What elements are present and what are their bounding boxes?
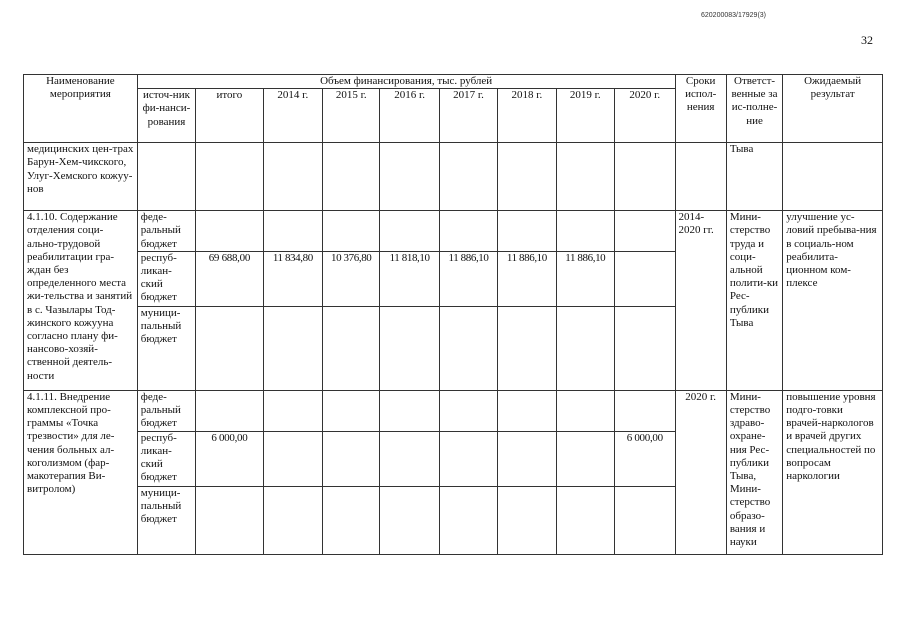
- cell-empty: [196, 390, 263, 431]
- page-number: 32: [861, 33, 873, 47]
- cell-empty: [498, 211, 556, 252]
- header-year-2020: 2020 г.: [614, 89, 675, 143]
- item-4-1-11-2020: 6 000,00: [614, 431, 675, 486]
- item-4-1-10-2015: 10 376,80: [323, 251, 380, 306]
- header-year-2018: 2018 г.: [498, 89, 556, 143]
- item-4-1-10-source-republic: респуб-ликан-ский бюджет: [137, 251, 195, 306]
- cell-empty: [498, 486, 556, 554]
- cell-empty: [380, 390, 439, 431]
- item-4-1-11-result: повышение уровня подго-товки врачей-наркологов и врачей других специальностей по вопросам наркологии: [783, 390, 883, 554]
- item-4-1-11-source-municipal: муници-пальный бюджет: [137, 486, 195, 554]
- cell-empty: [556, 306, 614, 390]
- cell-empty: [323, 486, 380, 554]
- cell-empty: [439, 390, 497, 431]
- item-4-1-10-name: 4.1.10. Содержание отделения соци-ально-трудовой реабилитации гра-ждан без определенного места жи-тельства и занятий в с. Чазылары Тод-жинского кожууна согласно плану фи-нансово-хозяй-ственной деятель-ности: [24, 211, 138, 391]
- header-term: Сроки испол-нения: [675, 75, 726, 143]
- cell-empty: [263, 486, 322, 554]
- item-4-1-11-federal-row: [24, 390, 883, 431]
- cell-empty: [614, 306, 675, 390]
- item-4-1-10-total: 69 688,00: [196, 251, 263, 306]
- cell-empty: [137, 143, 195, 211]
- item-4-1-10-result: улучшение ус-ловий пребыва-ния в социаль-ном реабилита-ционном ком-плексе: [783, 211, 883, 391]
- cell-empty: [196, 143, 263, 211]
- funding-table: [23, 74, 883, 555]
- cell-empty: [263, 431, 322, 486]
- item-4-1-11-name: 4.1.11. Внедрение комплексной про-граммы «Точка трезвости» для ле-чения больных ал-коголизмом (фар-макотерапия Ви-витролом): [24, 390, 138, 554]
- cell-empty: [323, 390, 380, 431]
- cell-empty: [783, 143, 883, 211]
- item-4-1-11-source-republic: респуб-ликан-ский бюджет: [137, 431, 195, 486]
- cell-empty: [498, 143, 556, 211]
- cell-empty: [675, 143, 726, 211]
- item-4-1-10-source-federal: феде-ральный бюджет: [137, 211, 195, 252]
- cell-empty: [263, 306, 322, 390]
- header-responsible: Ответст-венные за ис-полне-ние: [726, 75, 782, 143]
- cell-empty: [439, 306, 497, 390]
- cell-empty: [263, 211, 322, 252]
- cell-empty: [380, 431, 439, 486]
- continuation-name: медицинских цен-трах Барун-Хем-чикского, Улуг-Хемского кожуу-нов: [24, 143, 138, 211]
- header-total: итого: [196, 89, 263, 143]
- cell-empty: [439, 211, 497, 252]
- document-id: 620200083/17929(3): [701, 12, 767, 19]
- header-year-2016: 2016 г.: [380, 89, 439, 143]
- cell-empty: [556, 486, 614, 554]
- item-4-1-10-2016: 11 818,10: [380, 251, 439, 306]
- header-name: Наименование мероприятия: [24, 75, 138, 143]
- cell-empty: [380, 211, 439, 252]
- cell-empty: [439, 431, 497, 486]
- item-4-1-10-federal-row: [24, 211, 883, 252]
- cell-empty: [614, 211, 675, 252]
- cell-empty: [323, 211, 380, 252]
- cell-empty: [614, 486, 675, 554]
- header-year-2015: 2015 г.: [323, 89, 380, 143]
- header-year-2017: 2017 г.: [439, 89, 497, 143]
- cell-empty: [196, 486, 263, 554]
- item-4-1-10-2014: 11 834,80: [263, 251, 322, 306]
- cell-empty: [380, 486, 439, 554]
- cell-empty: [439, 486, 497, 554]
- cell-empty: [439, 143, 497, 211]
- cell-empty: [498, 431, 556, 486]
- item-4-1-10-term: 2014-2020 гг.: [675, 211, 726, 391]
- cell-empty: [380, 306, 439, 390]
- header-result: Ожидаемый результат: [783, 75, 883, 143]
- cell-empty: [556, 143, 614, 211]
- cell-empty: [556, 390, 614, 431]
- cell-empty: [323, 431, 380, 486]
- cell-empty: [498, 390, 556, 431]
- item-4-1-10-2017: 11 886,10: [439, 251, 497, 306]
- item-4-1-11-total: 6 000,00: [196, 431, 263, 486]
- cell-empty: [556, 211, 614, 252]
- cell-empty: [556, 431, 614, 486]
- header-source: источ-ник фи-нанси-рования: [137, 89, 195, 143]
- header-row-1: [24, 75, 883, 89]
- cell-empty: [498, 306, 556, 390]
- cell-empty: [263, 390, 322, 431]
- cell-empty: [614, 143, 675, 211]
- header-year-2019: 2019 г.: [556, 89, 614, 143]
- item-4-1-10-responsible: Мини-стерство труда и соци-альной полити-ки Рес-публики Тыва: [726, 211, 782, 391]
- item-4-1-10-2020: [614, 251, 675, 306]
- cell-empty: [196, 211, 263, 252]
- cell-empty: [263, 143, 322, 211]
- cell-empty: [196, 306, 263, 390]
- item-4-1-11-term: 2020 г.: [675, 390, 726, 554]
- cell-empty: [380, 143, 439, 211]
- continuation-responsible: Тыва: [726, 143, 782, 211]
- cell-empty: [614, 390, 675, 431]
- item-4-1-10-source-municipal: муници-пальный бюджет: [137, 306, 195, 390]
- cell-empty: [323, 306, 380, 390]
- cell-empty: [323, 143, 380, 211]
- header-funding-group: Объем финансирования, тыс. рублей: [137, 75, 675, 89]
- item-4-1-11-responsible: Мини-стерство здраво-охране-ния Рес-публики Тыва, Мини-стерство образо-вания и науки: [726, 390, 782, 554]
- item-4-1-10-2019: 11 886,10: [556, 251, 614, 306]
- header-year-2014: 2014 г.: [263, 89, 322, 143]
- item-4-1-10-2018: 11 886,10: [498, 251, 556, 306]
- continuation-row: [24, 143, 883, 211]
- item-4-1-11-source-federal: феде-ральный бюджет: [137, 390, 195, 431]
